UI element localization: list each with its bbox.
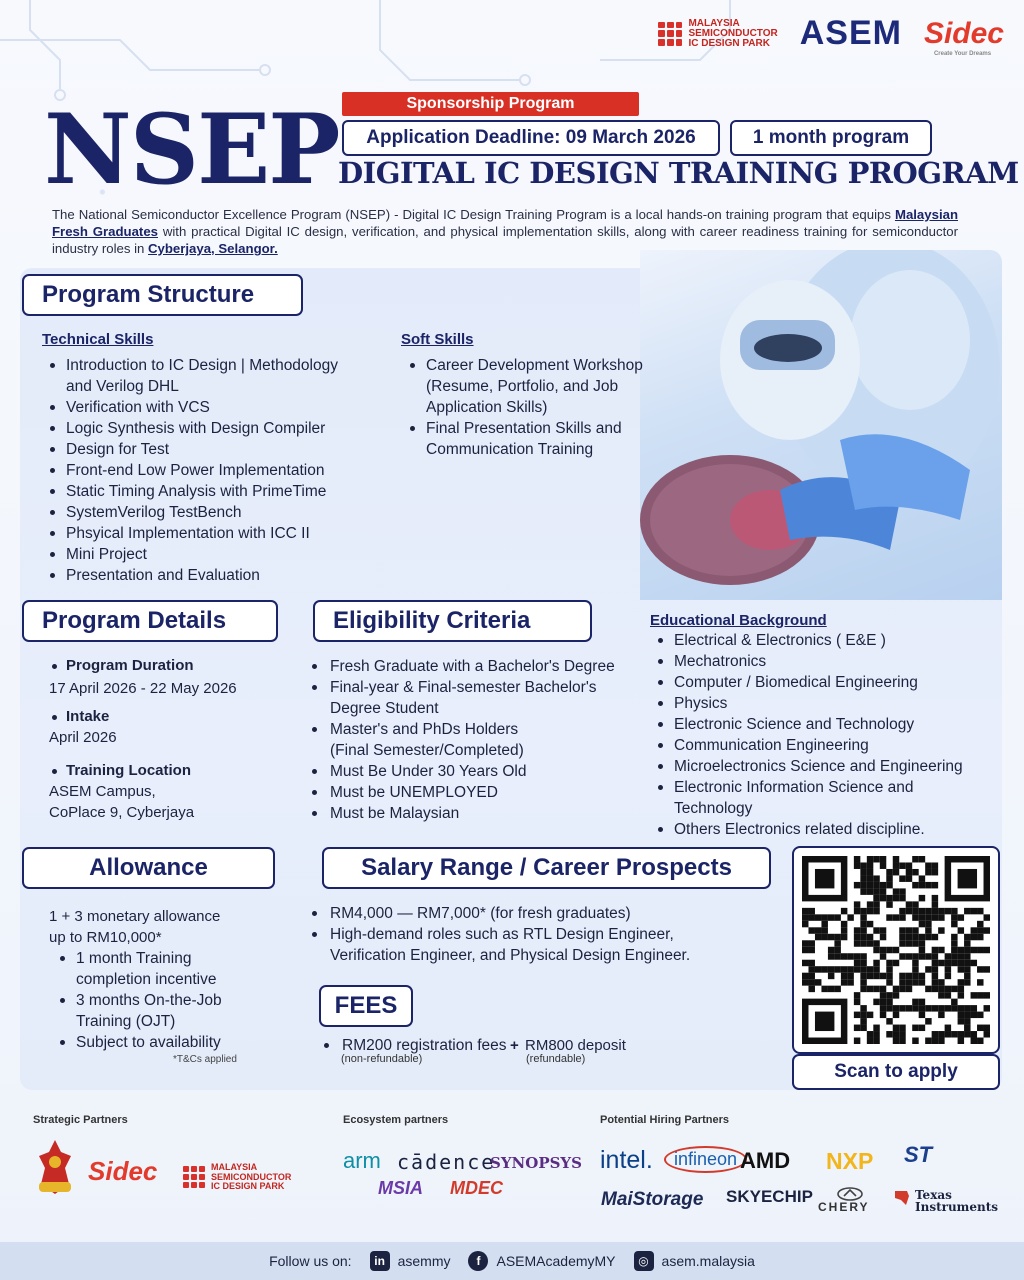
- strategic-partners-heading: Strategic Partners: [33, 1114, 128, 1126]
- location-value: [49, 781, 194, 823]
- deadline-badge: Application Deadline: 09 March 2026: [342, 120, 720, 156]
- location-label: Training Location: [48, 762, 191, 779]
- list-item: Electronic Science and Technology: [650, 714, 1000, 735]
- linkedin-handle: asemmy: [397, 1253, 451, 1269]
- list-item: Final-year & Final-semester Bachelor's Degree Student: [306, 677, 636, 719]
- mscidp-line: SEMICONDUCTOR: [688, 27, 778, 39]
- list-item: Final Presentation Skills and Communication Training: [402, 418, 692, 460]
- texas-instruments-logo: Texas Instruments: [915, 1188, 999, 1214]
- list-item: Fresh Graduate with a Bachelor's Degree: [306, 656, 636, 677]
- list-item: RM200 registration fees: [318, 1035, 518, 1056]
- fees-plus: +: [510, 1037, 519, 1054]
- footer: [0, 1242, 1024, 1280]
- registration-note: (non-refundable): [341, 1053, 423, 1065]
- chery-logo: CHERY: [818, 1200, 870, 1214]
- facebook-handle: ASEMAcademyMY: [496, 1253, 616, 1269]
- fees-heading: FEES: [319, 985, 413, 1027]
- malaysia-crest-icon: [33, 1138, 77, 1200]
- list-item: Logic Synthesis with Design Compiler: [42, 418, 382, 439]
- amd-logo: AMD: [740, 1148, 791, 1173]
- list-item: SystemVerilog TestBench: [42, 502, 382, 523]
- skyechip-logo: SKYECHIP: [726, 1187, 813, 1206]
- allowance-line: 1 + 3 monetary allowance: [49, 908, 221, 925]
- sidec-tagline: Create Your Dreams: [933, 50, 992, 57]
- sidec-logo-text: Sidec: [923, 16, 1004, 50]
- nxp-logo: NXP: [826, 1148, 874, 1174]
- linkedin-link[interactable]: [370, 1251, 451, 1271]
- intro-text: with practical Digital IC design, verification, and physical implementation skills, along with career readiness training for semiconductor industry roles in: [52, 224, 958, 256]
- cleanroom-illustration: [640, 250, 1002, 600]
- intro-text: The National Semiconductor Excellence Program (NSEP) - Digital IC Design Training Program is a local hands-on training program that equips: [52, 207, 895, 222]
- intake-value: April 2026: [49, 729, 117, 746]
- intel-logo: intel.: [600, 1146, 653, 1174]
- list-item: Mechatronics: [650, 651, 1000, 672]
- instagram-icon: ◎: [634, 1251, 654, 1271]
- list-item: Career Development Workshop (Resume, Portfolio, and Job Application Skills): [402, 355, 692, 418]
- list-item: Master's and PhDs Holders (Final Semester/Completed): [306, 719, 636, 761]
- list-item: Subject to availability: [52, 1032, 272, 1053]
- deposit-fee: RM800 deposit: [525, 1037, 626, 1054]
- technical-skills-list: [42, 355, 382, 586]
- mscidp-line: IC DESIGN PARK: [688, 37, 770, 49]
- location-line: CoPlace 9, Cyberjaya: [49, 804, 195, 821]
- ecosystem-partners-heading: Ecosystem partners: [343, 1114, 449, 1126]
- top-logos: [658, 14, 1004, 57]
- list-item: Mini Project: [42, 544, 382, 565]
- list-item: Must be Malaysian: [306, 803, 636, 824]
- list-item: 1 month Training completion incentive: [52, 948, 272, 990]
- list-item: Design for Test: [42, 439, 382, 460]
- synopsys-logo: SYNOPSYS: [490, 1154, 582, 1172]
- allowance-heading: Allowance: [22, 847, 275, 889]
- list-item: Must Be Under 30 Years Old: [306, 761, 636, 782]
- education-list: [650, 630, 1000, 840]
- sponsorship-badge: Sponsorship Program: [342, 92, 639, 116]
- facebook-icon: f: [468, 1251, 488, 1271]
- list-item: Electrical & Electronics ( E&E ): [650, 630, 1000, 651]
- technical-skills-heading: Technical Skills: [42, 331, 154, 348]
- program-structure-heading: Program Structure: [22, 274, 303, 316]
- program-subtitle: DIGITAL IC DESIGN TRAINING PROGRAM: [338, 156, 1019, 190]
- list-item: Microelectronics Science and Engineering: [650, 756, 1000, 777]
- list-item: Presentation and Evaluation: [42, 565, 382, 586]
- mdec-logo: MDEC: [450, 1178, 503, 1198]
- list-item: Static Timing Analysis with PrimeTime: [42, 481, 382, 502]
- list-item: Communication Engineering: [650, 735, 1000, 756]
- list-item: Phsyical Implementation with ICC II: [42, 523, 382, 544]
- duration-badge: 1 month program: [730, 120, 932, 156]
- list-item: 3 months On-the-Job Training (OJT): [52, 990, 272, 1032]
- cleanroom-photo: [640, 250, 1002, 600]
- ti-emblem-icon: [892, 1188, 912, 1208]
- eligibility-list: [306, 656, 636, 824]
- list-item: Computer / Biomedical Engineering: [650, 672, 1000, 693]
- maistorage-logo: MaiStorage: [601, 1189, 704, 1210]
- list-item: High-demand roles such as RTL Design Engineer, Verification Engineer, and Physical Design Engineer.: [306, 924, 786, 966]
- deposit-note: (refundable): [526, 1053, 586, 1065]
- instagram-handle: asem.malaysia: [661, 1253, 755, 1269]
- intro-location: Cyberjaya, Selangor.: [148, 241, 278, 256]
- asem-logo: ASEM: [799, 14, 902, 52]
- scan-to-apply-label[interactable]: Scan to apply: [792, 1054, 1000, 1090]
- allowance-summary: [49, 906, 220, 948]
- list-item: Front-end Low Power Implementation: [42, 460, 382, 481]
- list-item: Others Electronics related discipline.: [650, 819, 1000, 840]
- salary-heading: Salary Range / Career Prospects: [322, 847, 771, 889]
- st-logo: ST: [904, 1142, 933, 1167]
- list-item: Must be UNEMPLOYED: [306, 782, 636, 803]
- msia-logo: MSIA: [378, 1178, 423, 1198]
- mscidp-line: MALAYSIA: [688, 17, 740, 29]
- mscidp-mark-icon: [183, 1166, 205, 1188]
- salary-list: [306, 903, 786, 966]
- qr-code-icon: [802, 856, 990, 1044]
- list-item: Electronic Information Science and Technology: [650, 777, 1000, 819]
- cadence-logo: cādence: [397, 1150, 496, 1174]
- chery-emblem-icon: [836, 1187, 864, 1201]
- list-item: Physics: [650, 693, 1000, 714]
- sidec-partner-logo: Sidec: [88, 1156, 158, 1186]
- program-details-heading: Program Details: [22, 600, 278, 642]
- duration-label: Program Duration: [48, 657, 194, 674]
- list-item: Introduction to IC Design | Methodology and Verilog DHL: [42, 355, 382, 397]
- linkedin-icon: in: [370, 1251, 390, 1271]
- mscidp-partner-logo: MALAYSIA SEMICONDUCTOR IC DESIGN PARK: [183, 1163, 291, 1192]
- location-line: ASEM Campus,: [49, 783, 156, 800]
- list-item: RM4,000 — RM7,000* (for fresh graduates): [306, 903, 786, 924]
- soft-skills-list: [402, 355, 692, 460]
- infineon-logo: infineon: [664, 1146, 747, 1173]
- terms-note: *T&Cs applied: [173, 1054, 237, 1065]
- intake-label: Intake: [48, 708, 109, 725]
- program-title: NSEP: [44, 93, 339, 206]
- instagram-link[interactable]: [634, 1251, 755, 1271]
- arm-logo: arm: [343, 1148, 381, 1173]
- education-heading: Educational Background: [650, 612, 827, 629]
- follow-label: Follow us on:: [269, 1253, 352, 1269]
- soft-skills-heading: Soft Skills: [401, 331, 474, 348]
- allowance-line: up to RM10,000*: [49, 929, 162, 946]
- list-item: Verification with VCS: [42, 397, 382, 418]
- intro-highlight: Malaysian Fresh Graduates: [52, 207, 958, 239]
- sidec-logo: [923, 16, 1004, 57]
- mscidp-mark-icon: [658, 22, 682, 46]
- duration-value: 17 April 2026 - 22 May 2026: [49, 680, 237, 697]
- apply-qr-code[interactable]: [792, 846, 1000, 1054]
- facebook-link[interactable]: [468, 1251, 615, 1271]
- mscidp-logo: [658, 19, 777, 49]
- allowance-list: [52, 948, 272, 1053]
- eligibility-heading: Eligibility Criteria: [313, 600, 592, 642]
- hiring-partners-heading: Potential Hiring Partners: [600, 1114, 729, 1126]
